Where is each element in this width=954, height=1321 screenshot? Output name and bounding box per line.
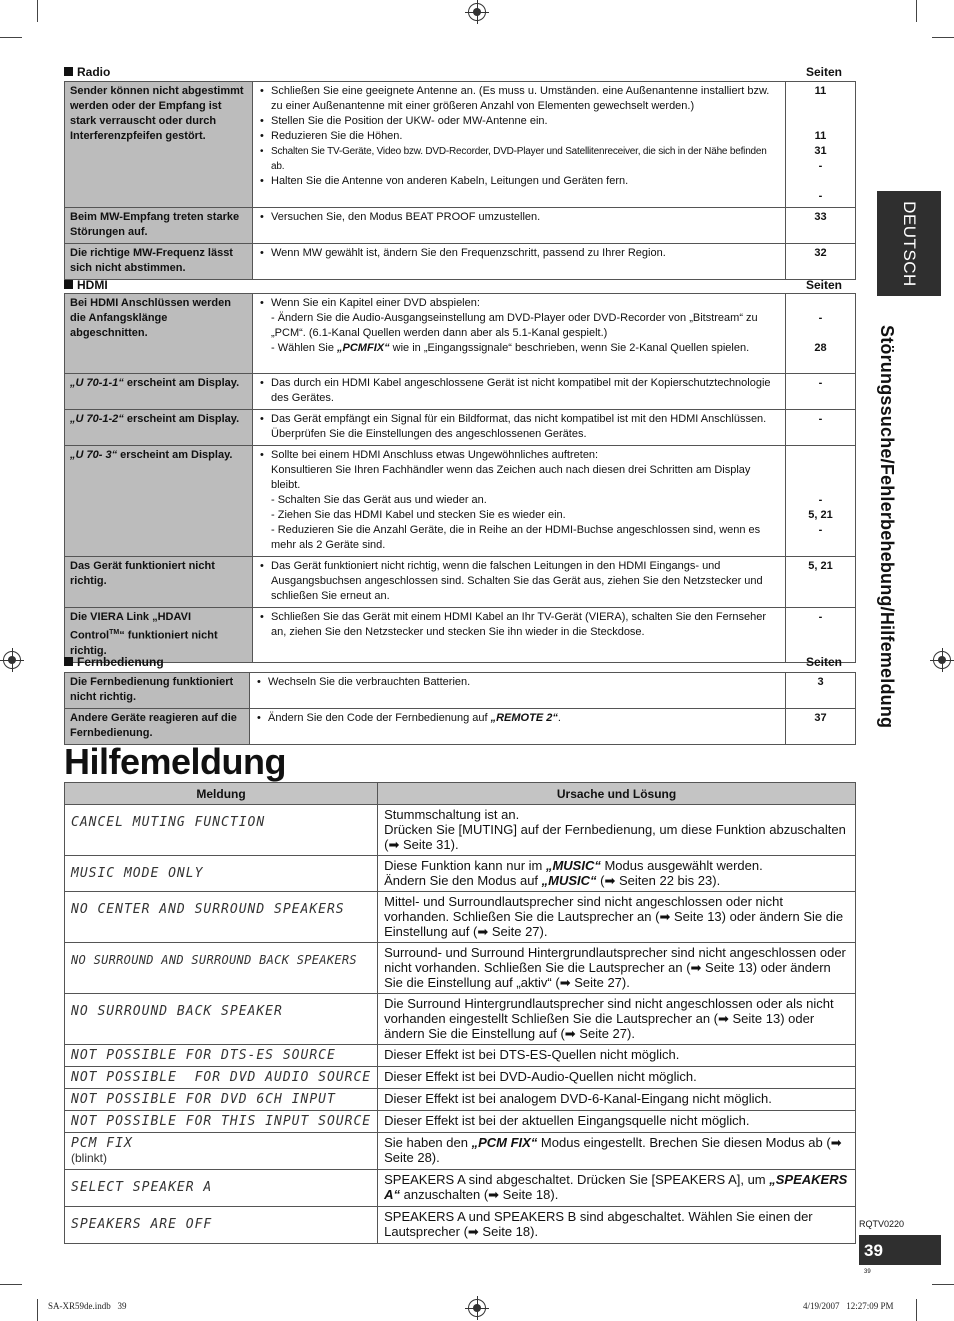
cause-cell: Stummschaltung ist an. Drücken Sie [MUTING] auf der Fernbedienung, um diese Funktion abzuschalten (➡ Seite 31).: [378, 805, 856, 856]
page-ref-cell: 37: [786, 709, 856, 745]
table-row: [65, 892, 856, 943]
section-header-hdmi: [64, 278, 842, 292]
solution-cell: [253, 244, 786, 280]
symptom-cell: Die Fernbedienung funktioniert nicht richtig.: [65, 673, 250, 709]
solution-cell: [253, 294, 786, 374]
display-message: CANCEL MUTING FUNCTION: [65, 805, 378, 856]
table-row: [65, 410, 856, 446]
solution-cell: [253, 82, 786, 208]
solution-subitem: - Ziehen Sie das HDMI Kabel und stecken Sie es wieder ein.: [271, 509, 566, 521]
solution-cell: [253, 446, 786, 557]
solution-item: • Schalten Sie TV-Geräte, Video bzw. DVD-Recorder, DVD-Player und Satellitenreceiver, die sich in der Nähe befinden ab.: [258, 144, 780, 174]
pages-header: Seiten: [805, 278, 842, 292]
cause-cell: SPEAKERS A und SPEAKERS B sind abgeschaltet. Wählen Sie einen der Lautsprecher (➡ Seite 18).: [378, 1207, 856, 1244]
note-text: (blinkt): [71, 1151, 108, 1165]
crop-mark: [916, 1299, 917, 1321]
symptom-cell: [65, 608, 253, 663]
solution-cell: [253, 557, 786, 608]
cause-cell: Dieser Effekt ist bei DTS-ES-Quellen nicht möglich.: [378, 1045, 856, 1067]
solution-item: • Das durch ein HDMI Kabel angeschlossene Gerät ist nicht kompatibel mit der Kopierschutztechnologie des Gerätes.: [258, 376, 780, 406]
display-code: „U 70- 3“: [70, 449, 118, 461]
table-row: [65, 1111, 856, 1133]
hdmi-table: [64, 293, 856, 663]
solution-subitem: - Reduzieren Sie die Anzahl Geräte, die in Reihe an der HDMI-Buchse angeschlossen sind, wenn es mehr als 2 Geräte sind.: [271, 524, 761, 551]
square-bullet-icon: [64, 657, 73, 666]
table-row: [65, 709, 856, 745]
display-message: NOT POSSIBLE FOR DTS-ES SOURCE: [65, 1045, 378, 1067]
crop-mark: [932, 37, 954, 38]
model-code: RQTV0220: [859, 1219, 905, 1229]
display-message: SPEAKERS ARE OFF: [65, 1207, 378, 1244]
table-row: [65, 244, 856, 280]
display-message: [65, 1133, 378, 1170]
page-title: Hilfemeldung: [64, 741, 287, 782]
cause-cell: [378, 1133, 856, 1170]
text-fragment: anzuschalten (➡ Seite 18).: [400, 1187, 559, 1202]
text-fragment: Sollte bei einem HDMI Anschluss etwas Ungewöhnliches auftreten:: [271, 449, 599, 461]
display-message: SELECT SPEAKER A: [65, 1170, 378, 1207]
crop-mark: [932, 1284, 954, 1285]
table-row: [65, 208, 856, 244]
symptom-cell: [65, 446, 253, 557]
section-title: HDMI: [77, 278, 108, 292]
table-header-row: [65, 783, 856, 805]
trademark-mark: TM: [109, 629, 120, 636]
crop-mark: [37, 1299, 38, 1321]
table-row: [65, 1207, 856, 1244]
display-code: „U 70-1-2“: [70, 413, 124, 425]
solution-item: • Stellen Sie die Position der UKW- oder MW-Antenne ein.: [258, 114, 780, 129]
display-message: NO SURROUND BACK SPEAKER: [65, 994, 378, 1045]
cause-cell: Surround- und Surround Hintergrundlautsprecher sind nicht angeschlossen oder nicht vorhanden. Schließen Sie die Lautsprecher an (➡ Seite 13) oder ändern Sie die Einstellung auf „aktiv“ (➡ Seite 27).: [378, 943, 856, 994]
symptom-cell: Beim MW-Empfang treten starke Störungen auf.: [65, 208, 253, 244]
solution-subitem: [258, 341, 780, 356]
table-row: [65, 994, 856, 1045]
cause-cell: Die Surround Hintergrundlautsprecher sind nicht angeschlossen oder als nicht vorhanden eingestellt Schließen Sie die Lautsprecher an (➡ Seite 13) oder ändern Sie die Einstellung auf (➡ Seite 27).: [378, 994, 856, 1045]
symptom-cell: Bei HDMI Anschlüssen werden die Anfangsklänge abgeschnitten.: [65, 294, 253, 374]
cause-cell: Dieser Effekt ist bei der aktuellen Eingangsquelle nicht möglich.: [378, 1111, 856, 1133]
section-header-remote: [64, 655, 842, 669]
text-fragment: erscheint am Display.: [123, 377, 240, 389]
text-fragment: erscheint am Display.: [117, 449, 233, 461]
text-fragment: wie in „Eingangssignale“ beschrieben, wenn Sie 2-Kanal Quellen spielen.: [389, 342, 750, 354]
solution-item: • Wenn Sie ein Kapitel einer DVD abspielen:: [258, 296, 780, 311]
cause-cell: [378, 1170, 856, 1207]
solution-cell: [250, 709, 786, 745]
symptom-cell: Sender können nicht abgestimmt werden oder der Empfang ist stark verrauscht oder durch Interferenzpfeifen gestört.: [65, 82, 253, 208]
table-row: [65, 446, 856, 557]
table-row: [65, 943, 856, 994]
radio-table: [64, 81, 856, 280]
solution-item: • Das Gerät funktioniert nicht richtig, wenn die falschen Leitungen in den HDMI Eingangs- und Ausgangsbuchsen angeschlossen sind. Schalten Sie das Gerät aus, ziehen Sie den Netzstecker und schließen Sie erneut an.: [258, 559, 780, 604]
registration-mark-icon: [3, 651, 21, 669]
table-row: [65, 1089, 856, 1111]
mode-name: „SPEAKERS A“: [384, 1172, 848, 1202]
solution-subitem: - Ändern Sie die Audio-Ausgangseinstellung am DVD-Player oder DVD-Recorder von „Bitstream“ zu „PCM“. (6.1-Kanal Quellen werden dann aber als 5.1-Kanal gespielt.): [271, 312, 758, 339]
footer-file: SA-XR59de.indb 39: [48, 1301, 127, 1311]
table-row: [65, 1045, 856, 1067]
solution-item: • Wechseln Sie die verbrauchten Batterien.: [255, 675, 780, 690]
text-fragment: Modus eingestellt. Brechen Sie diesen Modus ab (➡ Seite 28).: [384, 1135, 842, 1165]
solution-cell: [250, 673, 786, 709]
page-ref-cell: -: [786, 608, 856, 663]
text-fragment: .: [557, 712, 561, 724]
display-message: NO SURROUND AND SURROUND BACK SPEAKERS: [65, 943, 378, 994]
language-tab: [877, 191, 941, 296]
pages-header: Seiten: [805, 65, 842, 79]
solution-item: • Reduzieren Sie die Höhen.: [258, 129, 780, 144]
page-ref-cell: - 5, 21 -: [786, 446, 856, 557]
text-fragment: SPEAKERS A sind abgeschaltet. Drücken Sie [SPEAKERS A], um: [384, 1172, 770, 1187]
text-fragment: erscheint am Display.: [123, 413, 240, 425]
page-ref-cell: 32: [786, 244, 856, 280]
symptom-cell: Die richtige MW-Frequenz lässt sich nicht abstimmen.: [65, 244, 253, 280]
footer-date: 4/19/2007 12:27:09 PM: [803, 1301, 894, 1311]
cause-cell: Mittel- und Surroundlautsprecher sind nicht angeschlossen oder nicht vorhanden. Schließen Sie die Lautsprecher an (➡ Seite 13) oder ändern Sie die Einstellung auf (➡ Seite 27).: [378, 892, 856, 943]
display-code: PCM FIX: [71, 1136, 133, 1151]
page-number: 39: [859, 1235, 941, 1265]
text-fragment: Sie haben den: [384, 1135, 472, 1150]
section-title: Radio: [77, 65, 111, 79]
solution-cell: [253, 608, 786, 663]
message-table: [64, 782, 856, 1244]
registration-mark-icon: [468, 1299, 486, 1317]
mode-name: „PCM FIX“: [471, 1135, 538, 1150]
chapter-title-text: Störungssuche/Fehlerbehebung/Hilfemeldung: [877, 325, 897, 729]
registration-mark-icon: [468, 3, 486, 21]
column-header: Ursache und Lösung: [378, 783, 856, 805]
square-bullet-icon: [64, 67, 73, 76]
table-row: [65, 82, 856, 208]
mode-name: „PCMFIX“: [337, 342, 390, 354]
display-message: MUSIC MODE ONLY: [65, 856, 378, 892]
crop-mark: [916, 0, 917, 22]
solution-item: [258, 448, 780, 493]
text-fragment: (➡ Seiten 22 bis 23).: [596, 873, 721, 888]
text-fragment: “ funktioniert nicht richtig.: [70, 629, 218, 657]
page-ref-cell: 11 11 31 - -: [786, 82, 856, 208]
solution-item: • Das Gerät empfängt ein Signal für ein Bildformat, das nicht kompatibel ist mit den HDMI Anschlüssen. Überprüfen Sie die Einstellungen des angeschlossenen Gerätes.: [258, 412, 780, 442]
solution-cell: [253, 410, 786, 446]
remote-table: [64, 672, 856, 745]
display-message: NOT POSSIBLE FOR DVD AUDIO SOURCE: [65, 1067, 378, 1089]
cause-cell: Dieser Effekt ist bei DVD-Audio-Quellen nicht möglich.: [378, 1067, 856, 1089]
cause-cell: [378, 856, 856, 892]
mode-name: „MUSIC“: [541, 873, 597, 888]
page-ref-cell: - 28: [786, 294, 856, 374]
page-ref-cell: -: [786, 374, 856, 410]
display-message: NOT POSSIBLE FOR DVD 6CH INPUT: [65, 1089, 378, 1111]
crop-mark: [37, 0, 38, 22]
display-code: „U 70-1-1“: [70, 377, 124, 389]
table-row: [65, 1170, 856, 1207]
cause-cell: Dieser Effekt ist bei analogem DVD-6-Kanal-Eingang nicht möglich.: [378, 1089, 856, 1111]
table-row: [65, 1133, 856, 1170]
solution-item: [255, 711, 780, 726]
symptom-cell: Das Gerät funktioniert nicht richtig.: [65, 557, 253, 608]
mode-name: „REMOTE 2“: [490, 712, 558, 724]
language-label: DEUTSCH: [900, 200, 919, 287]
tiny-page-number: 39: [864, 1269, 871, 1275]
solution-cell: [253, 374, 786, 410]
mode-name: „MUSIC“: [545, 858, 601, 873]
square-bullet-icon: [64, 280, 73, 289]
symptom-cell: Andere Geräte reagieren auf die Fernbedienung.: [65, 709, 250, 745]
pages-header: Seiten: [805, 655, 842, 669]
table-row: [65, 608, 856, 663]
text-fragment: - Wählen Sie: [271, 342, 338, 354]
solution-item: • Versuchen Sie, den Modus BEAT PROOF umzustellen.: [258, 210, 780, 225]
symptom-cell: [65, 374, 253, 410]
text-fragment: Modus ausgewählt werden. Ändern Sie den Modus auf: [384, 858, 763, 888]
text-fragment: Ändern Sie den Code der Fernbedienung auf: [268, 712, 491, 724]
registration-mark-icon: [933, 651, 951, 669]
table-row: [65, 1067, 856, 1089]
solution-cell: [253, 208, 786, 244]
symptom-cell: [65, 410, 253, 446]
table-row: [65, 673, 856, 709]
crop-mark: [0, 1284, 22, 1285]
display-message: NO CENTER AND SURROUND SPEAKERS: [65, 892, 378, 943]
solution-item: • Schließen Sie eine geeignete Antenne an. (Es muss u. Umständen. eine Außenantenne installiert bzw. zu einer Außenantenne mit einer größeren Anzahl von Elementen gewechselt werden.): [258, 84, 780, 114]
text-fragment: Diese Funktion kann nur im: [384, 858, 546, 873]
table-row: [65, 856, 856, 892]
display-message: NOT POSSIBLE FOR THIS INPUT SOURCE: [65, 1111, 378, 1133]
page-ref-cell: 5, 21: [786, 557, 856, 608]
page-ref-cell: 3: [786, 673, 856, 709]
section-header-radio: [64, 65, 842, 79]
solution-item: • Wenn MW gewählt ist, ändern Sie den Frequenzschritt, passend zu Ihrer Region.: [258, 246, 780, 261]
section-title: Fernbedienung: [77, 655, 164, 669]
table-row: [65, 805, 856, 856]
text-fragment: Konsultieren Sie Ihren Fachhändler wenn das Zeichen auch nach diesen drei Schritten am Display bleibt.: [271, 464, 751, 491]
solution-item: • Halten Sie die Antenne von anderen Kabeln, Leitungen und Geräten fern.: [258, 174, 780, 189]
text-fragment: Die VIERA Link „HDAVI Control: [70, 611, 192, 642]
solution-item: • Schließen Sie das Gerät mit einem HDMI Kabel an Ihr TV-Gerät (VIERA), schalten Sie den Fernseher an, ziehen Sie den Netzstecker und stecken Sie ihn wieder in die Steckdose.: [258, 610, 780, 640]
table-row: [65, 374, 856, 410]
table-row: [65, 557, 856, 608]
page-ref-cell: -: [786, 410, 856, 446]
table-row: [65, 294, 856, 374]
crop-mark: [0, 37, 22, 38]
solution-subitem: - Schalten Sie das Gerät aus und wieder an.: [271, 494, 487, 506]
page-ref-cell: 33: [786, 208, 856, 244]
column-header: Meldung: [65, 783, 378, 805]
